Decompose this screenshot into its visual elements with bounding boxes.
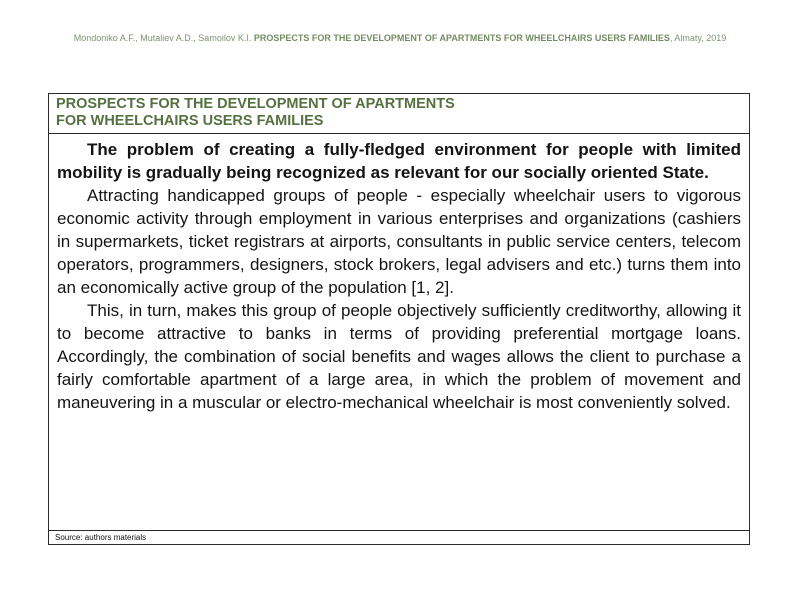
citation-authors: Mondoniko A.F., Mutaliev A.D., Samoilov K.I. — [73, 33, 254, 43]
paragraph: This, in turn, makes this group of people objectively sufficiently creditworthy, allowing it to become attractive to banks in terms of providing preferential mortgage loans. Accordingly, the combination of social benefits and wages allows the client to purchase a fairly comfortable apartment of a large area, in which the problem of movement and maneuvering in a muscular or electro-mechanical wheelchair is most conveniently solved. — [57, 301, 741, 412]
document-title-line-1: PROSPECTS FOR THE DEVELOPMENT OF APARTMENTS — [56, 96, 455, 112]
document-title — [49, 94, 749, 134]
document-title-line-2: FOR WHEELCHAIRS USERS FAMILIES — [56, 113, 324, 129]
document-body — [49, 134, 749, 530]
paragraph: The problem of creating a fully-fledged environment for people with limited mobility is gradually being recognized as relevant for our socially oriented State. — [57, 140, 741, 182]
source-note: Source: authors materials — [49, 530, 749, 544]
citation-header — [0, 33, 800, 43]
citation-work-title: PROSPECTS FOR THE DEVELOPMENT OF APARTMENTS FOR WHEELCHAIRS USERS FAMILIES — [253, 33, 670, 43]
paragraph: Attracting handicapped groups of people - especially wheelchair users to vigorous economic activity through employment in various enterprises and organizations (cashiers in supermarkets, ticket registrars at airports, consultants in public service centers, telecom operators, programmers, designers, stock brokers, legal advisers and etc.) turns them into an economically active group of the population [1, 2]. — [57, 186, 741, 297]
citation-suffix: , Almaty, 2019 — [669, 33, 727, 43]
document-frame — [48, 93, 750, 545]
